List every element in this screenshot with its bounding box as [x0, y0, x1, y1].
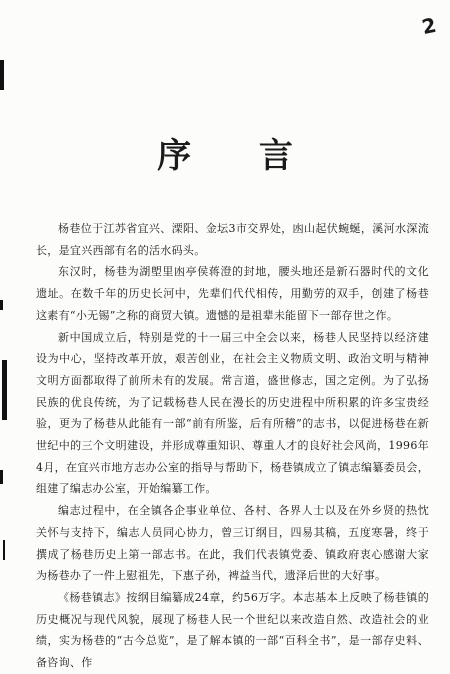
scan-edge-mark — [0, 300, 3, 310]
page-number: 2 — [419, 12, 439, 40]
paragraph: 杨巷位于江苏省宜兴、溧阳、金坛3市交界处，凼山起伏蜿蜒，溪河水深流长，是宜兴西部有名的活水码头。 — [36, 222, 429, 257]
paragraph: 东汉时，杨巷为湖塱里凼亭侯蒋澄的封地，腰头地还是新石器时代的文化遗址。在数千年的历史长河中，先辈们代代相传，用勤劳的双手，创建了杨巷这素有“小无锡”之称的商贸大镇。遗憾的是祖辈未能留下一部存世之作。 — [36, 265, 429, 322]
scan-edge-mark — [3, 540, 5, 560]
scan-edge-mark — [2, 360, 7, 420]
body-text — [36, 218, 429, 674]
paragraph: 新中国成立后，特别是党的十一届三中全会以来，杨巷人民坚持以经济建设为中心，坚持改革开放，艰苦创业，在社会主义物质文明、政治文明与精神文明方面都取得了前所未有的发展。常言道，盛世修志，国之定例。为了弘扬民族的优良传统，为了记载杨巷人民在漫长的历史进程中所积累的许多宝贵经验，更为了杨巷从此能有一部“前有所鉴，后有所稽”的志书，以促进杨巷在新世纪中的三个文明建设，并形成尊重知识、尊重人才的良好社会风尚，1996年4月，在宜兴市地方志办公室的指导与帮助下，杨巷镇成立了镇志编纂委员会，组建了编志办公室，开始编纂工作。 — [36, 330, 429, 496]
scan-edge-mark — [0, 470, 3, 484]
paragraph: 编志过程中，在全镇各企事业单位、各村、各界人士以及在外乡贤的热忱关怀与支持下，编志人员同心协力，曾三订纲目，四易其稿，五度寒暑，终于撰成了杨巷历史上第一部志书。在此，我们代表镇党委、镇政府衷心感谢大家为杨巷办了一件上慰祖先，下惠子孙，裨益当代，遗泽后世的大好事。 — [36, 504, 429, 583]
scan-edge-mark — [0, 60, 4, 90]
paragraph: 《杨巷镇志》按纲目编纂成24章，约56万字。本志基本上反映了杨巷镇的历史概况与现代风貌，展现了杨巷人民一个世纪以来改造自然、改造社会的业绩，实为杨巷的“古今总览”，是了解本镇的一部“百科全书”，是一部存史料、备咨询、作 — [36, 590, 429, 670]
page-title: 序 言 — [157, 136, 321, 176]
